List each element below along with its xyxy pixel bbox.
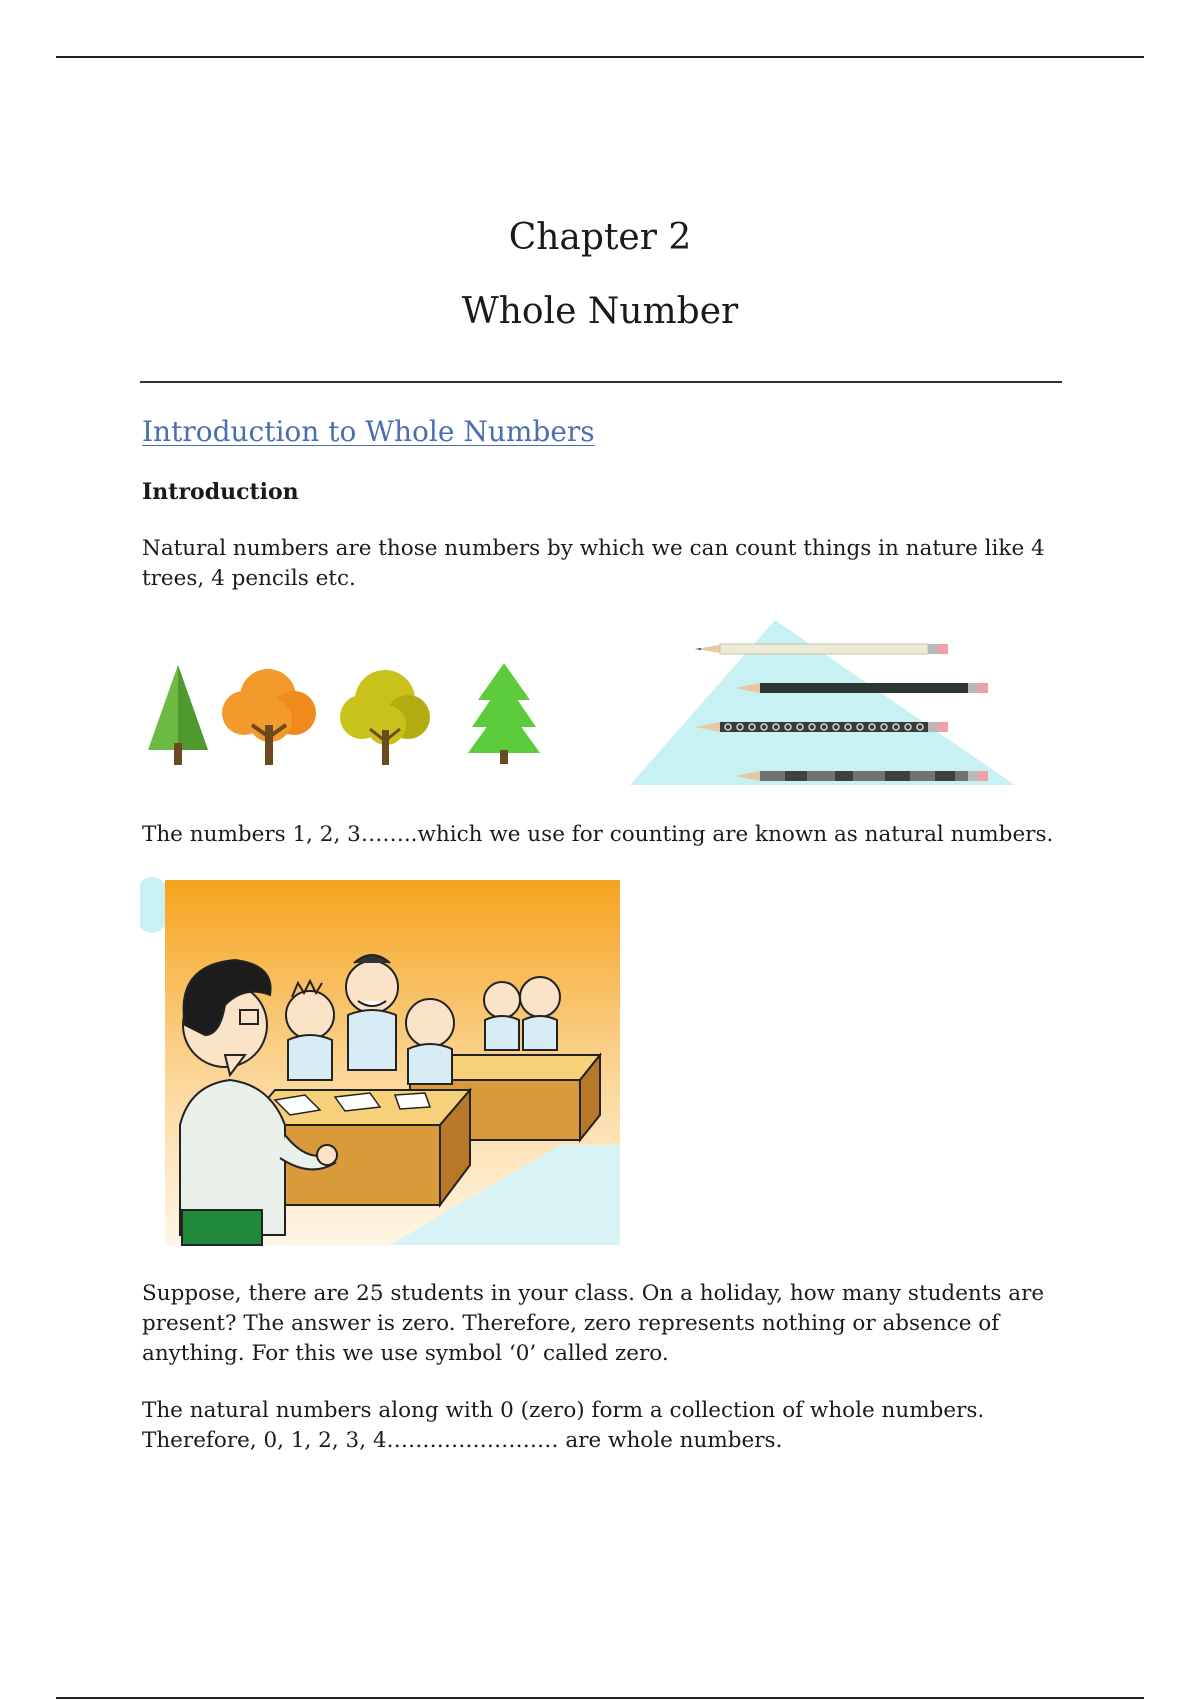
pencil-icon xyxy=(735,683,988,693)
green-pine-tree-icon xyxy=(148,665,208,765)
student-icon xyxy=(346,955,398,1070)
paragraph-natural-numbers: Natural numbers are those numbers by which we can count things in nature like 4 trees, 4 pencils etc. xyxy=(142,536,1045,591)
pencils-illustration xyxy=(625,620,1015,790)
title-divider xyxy=(140,381,1062,383)
trees-illustration xyxy=(140,655,580,770)
paragraph-counting: The numbers 1, 2, 3……..which we use for counting are known as natural numbers. xyxy=(142,822,1054,847)
subheading: Introduction xyxy=(142,479,299,505)
student-icon xyxy=(406,999,454,1084)
chapter-label: Chapter 2 xyxy=(508,217,692,258)
bottom-rule xyxy=(56,1697,1144,1699)
pencil-icon xyxy=(735,771,988,781)
page-title: Whole Number xyxy=(461,291,739,332)
section-heading-link[interactable]: Introduction to Whole Numbers xyxy=(142,415,595,448)
paragraph-zero: Suppose, there are 25 students in your class. On a holiday, how many students are present? The answer is zero. Therefore, zero represents nothing or absence of anything. For this we use symbol ‘0’ called zero. xyxy=(142,1281,1045,1366)
classroom-illustration xyxy=(140,875,630,1250)
pencil-icon xyxy=(695,644,948,654)
paragraph-whole-numbers: The natural numbers along with 0 (zero) form a collection of whole numbers. Therefore, 0, 1, 2, 3, 4…………………… are whole numbers. xyxy=(142,1398,985,1453)
green-fir-tree-icon xyxy=(468,663,540,764)
top-rule xyxy=(56,56,1144,58)
orange-tree-icon xyxy=(222,669,316,765)
olive-tree-icon xyxy=(340,670,430,765)
pencil-icon xyxy=(695,722,948,732)
